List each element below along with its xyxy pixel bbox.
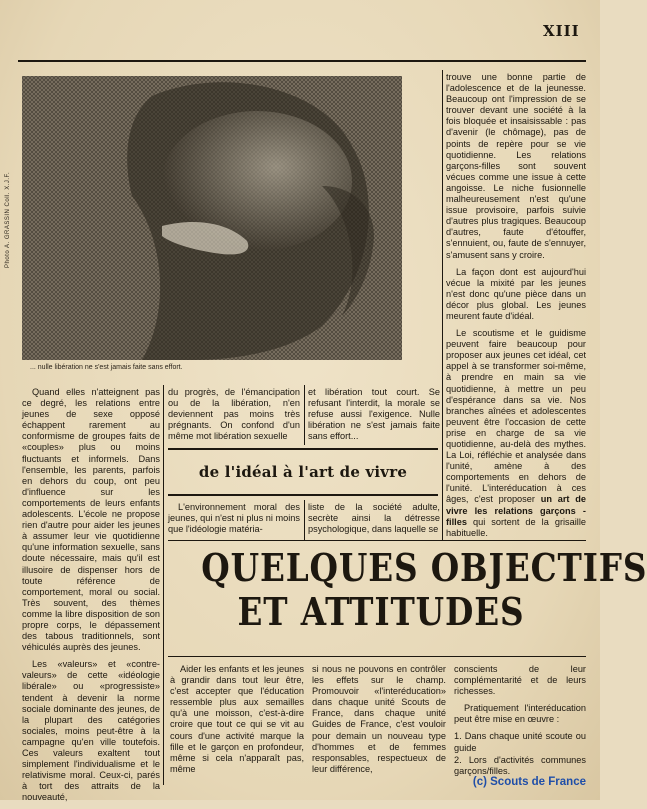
- paragraph: du progrès, de l'émancipation ou de la libération, n'en deviennent pas moins très prégnants. On confond d'un même mot libération sexuelle: [168, 387, 300, 442]
- paragraph: Les «valeurs» et «contre-valeurs» de cette «idéologie libérale» ou «progressiste» tendent à devenir la norme sociale dominante des jeunes, de la plupart des catégories sociales, moins peut-être à la campagne qu'en ville toutefois. Ces valeurs exaltent tout simplement l'individualisme et le relativisme moral. Ceux-ci, parés à tort des attraits de la nouveauté,: [22, 659, 160, 803]
- emphasis-text: un art de vivre les relations garçons - filles: [446, 494, 586, 527]
- column-mid-1: [168, 387, 300, 448]
- main-headline: [172, 545, 647, 634]
- photo-credit: Photo A. GRASSIN Coll. X.J.F.: [5, 171, 11, 268]
- column-bottom-3: [454, 664, 586, 783]
- column-divider: [304, 385, 305, 445]
- paragraph: si nous ne pouvons en contrôler les effets sur le champ. Promouvoir «l'interéducation» dans chaque unité Scouts de France, dans chaque unité Guides de France, c'est vouloir pour demain un nouveau type d'hommes et de femmes responsables, respectueux de leur différence,: [312, 664, 446, 774]
- headline-line-1: QUELQUES OBJECTIFS: [201, 545, 647, 590]
- top-rule: [18, 60, 586, 62]
- list-item: 1. Dans chaque unité scoute ou guide: [454, 731, 586, 753]
- section-subheading: de l'idéal à l'art de vivre: [168, 448, 438, 496]
- photo-image: [22, 76, 402, 360]
- paragraph: Aider les enfants et les jeunes à grandir dans tout leur être, c'est accepter que l'éducation ressemble plus aux semailles qu'à une moisson, c'est-à-dire croire que tout ce qui se vit au cours d'une activité marque la fille et le garçon en profondeur, même si cela n'apparaît pas, même: [170, 664, 304, 774]
- paragraph: [446, 328, 586, 539]
- paragraph: L'environnement moral des jeunes, qui n'est ni plus ni moins que l'idéologie matéria-: [168, 502, 300, 535]
- photo: [22, 76, 402, 360]
- headline-line-2: ET ATTITUDES: [237, 589, 525, 634]
- paragraph: liste de la société adulte, secrète ainsi la détresse psychologique, dans laquelle se: [308, 502, 440, 535]
- paragraph: et libération tout court. Se refusant l'interdit, la morale se refuse aussi l'exigence. Nulle libération ne s'est jamais faite sans effort...: [308, 387, 440, 442]
- headline-top-rule: [168, 540, 586, 541]
- paragraph: Quand elles n'atteignent pas ce degré, les relations entre jeunes de sexe opposé échappent rarement au conformisme de groupes faits de «couples» plus ou moins fluctuants et informels. Dans l'ensemble, les parents, parfois en dehors du coup, ont peu d'influence sur les comportements de leurs enfants adolescents. L'école ne propose rien d'autre pour aider les jeunes à assumer leur vie quotidienne qu'une information sexuelle, sans doute nécessaire, mais qu'il est illusoire de dispenser hors de toute référence de comportement, moral ou social. Très souvent, des thèmes comme la libre disposition de son propre corps, le dépassement des tabous traditionnels, sont véhiculés auprès des jeunes.: [22, 387, 160, 653]
- list-item: 2. Lors d'activités communes garçons/filles.: [454, 754, 586, 776]
- column-left: [22, 387, 160, 809]
- column-bottom-2: [312, 664, 446, 781]
- column-divider: [304, 500, 305, 540]
- column-divider: [442, 70, 443, 540]
- paragraph-text: Le scoutisme et le guidisme peuvent faire beaucoup pour proposer aux jeunes cet idéal, cet appel à se transformer soi-même, à prendre en main sa vie quotidienne, à mettre un peu d'espérance dans sa vie. Nos branches aînées et adolescentes peuvent être l'occasion de cette prise en charge de sa vie quotidienne, au-delà des mythes. La Loi, réfléchie et analysée dans l'unité, amène à des comportements en dehors de l'unité. L'interéducation à ces âges, c'est proposer: [446, 328, 586, 505]
- photo-caption: ... nulle libération ne s'est jamais faite sans effort.: [30, 364, 183, 371]
- paragraph: La façon dont est aujourd'hui vécue la mixité par les jeunes n'est donc qu'une pièce dans un décor plus global. Les jeunes meurent faute d'idéal.: [446, 266, 586, 321]
- column-under-subhead-2: [308, 502, 440, 541]
- paragraph-text: qui sortent de la grisaille habituelle.: [446, 516, 586, 538]
- paragraph: Pratiquement l'interéducation peut être mise en œuvre :: [454, 703, 586, 725]
- column-under-subhead-1: [168, 502, 300, 541]
- paragraph: trouve une bonne partie de l'adolescence et de la jeunesse. Beaucoup ont l'impression de se trouver devant une société à la fois bloquée et insaisissable : pas d'avenir (le chômage), pas de points de repère pour se vie quotidienne. Les relations garçons-filles sont souvent vécues comme une issue à cette angoisse. Le niche fusionnelle malheureusement n'est qu'une issue provisoire, parfois suivie d'autres plus tragiques. Beaucoup d'autres, faute d'étouffer, s'ennuient, ou, faute de s'ennuyer, s'amusent sans y croire.: [446, 72, 586, 260]
- column-bottom-1: [170, 664, 304, 781]
- headline-bottom-rule: [168, 656, 586, 657]
- column-divider: [163, 385, 164, 785]
- column-top-right: [446, 72, 586, 545]
- copyright-credit: (c) Scouts de France: [472, 776, 586, 788]
- column-mid-2: [308, 387, 440, 448]
- page-number: XIII: [543, 22, 580, 40]
- paragraph: conscients de leur complémentarité et de leurs richesses.: [454, 664, 586, 697]
